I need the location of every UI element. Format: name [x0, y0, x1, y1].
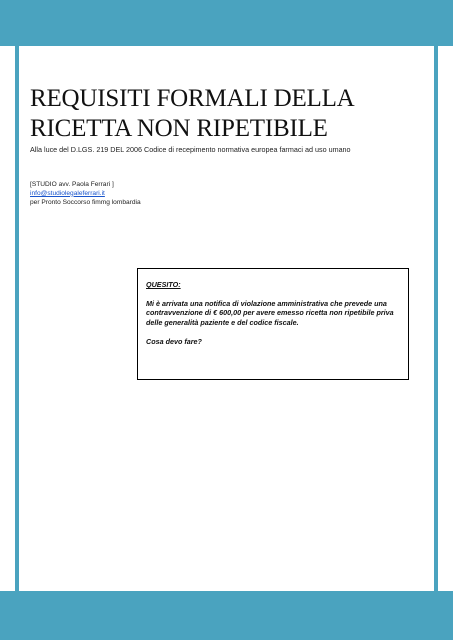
left-border-stripe	[15, 0, 19, 640]
right-border-stripe	[434, 0, 438, 640]
question-text: Mi è arrivata una notifica di violazione amministrativa che prevede una contravvenzione di € 600,00 per avere emesso ricetta non ripetibile priva delle generalità paziente e del codice fiscale.	[146, 298, 394, 328]
author-block	[30, 181, 141, 207]
title-section	[30, 84, 410, 154]
question-box	[137, 268, 409, 380]
author-studio: [STUDIO avv. Paola Ferrari ]	[30, 181, 114, 188]
author-organization: per Pronto Soccorso fimmg lombardia	[30, 198, 141, 206]
author-email-link[interactable]: info@studiolegaleferrari.it	[30, 189, 105, 197]
question-ask: Cosa devo fare?	[146, 336, 202, 346]
document-title	[30, 84, 410, 144]
document-subtitle: Alla luce del D.LGS. 219 DEL 2006 Codice di recepimento normativa europea farmaci ad uso umano	[30, 145, 351, 154]
title-line-1: REQUISITI FORMALI DELLA	[30, 85, 355, 112]
title-line-2: RICETTA NON RIPETIBILE	[30, 115, 328, 142]
question-label: QUESITO:	[146, 280, 181, 289]
header-band	[0, 0, 453, 46]
footer-band	[0, 591, 453, 640]
